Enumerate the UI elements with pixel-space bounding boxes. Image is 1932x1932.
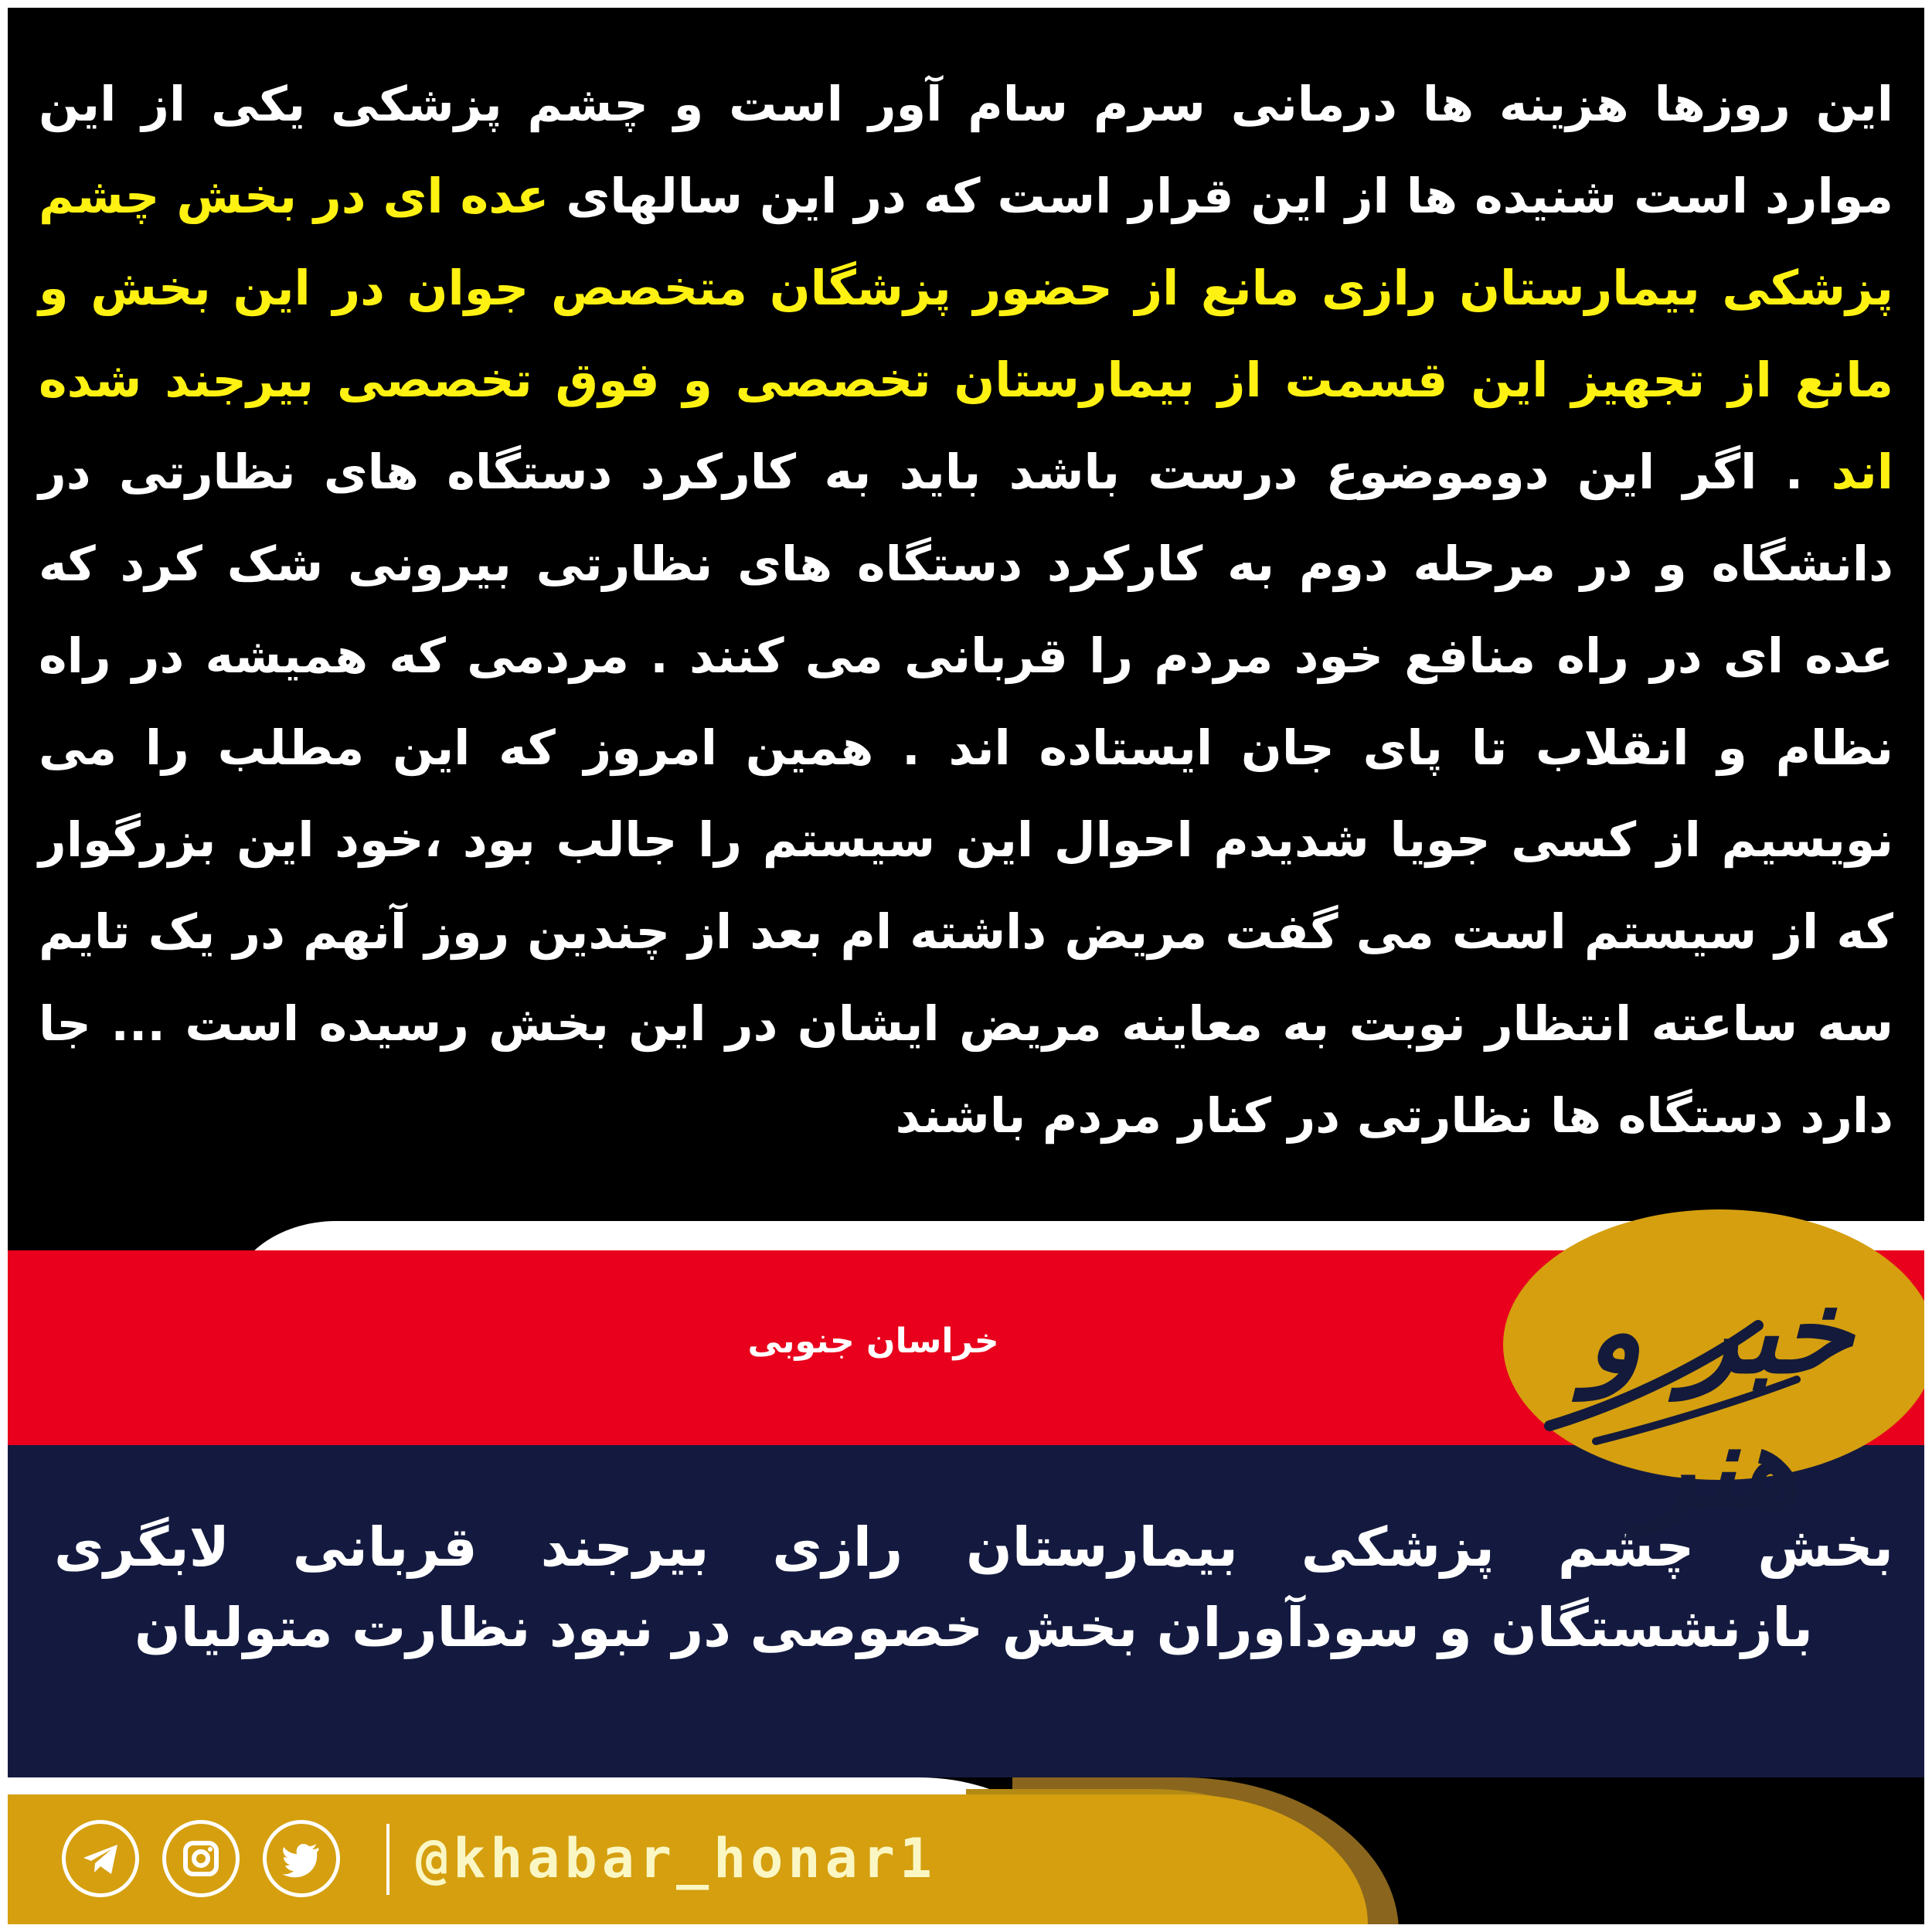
article-body xyxy=(39,58,1893,1162)
post-frame xyxy=(8,8,1924,1924)
instagram-icon[interactable] xyxy=(162,1820,240,1897)
twitter-icon[interactable] xyxy=(263,1820,340,1897)
headline: بخش چشم پزشکی بیمارستان رازی بیرجند قربانی لابگری بازنشستگان و سودآوران بخش خصوصی در نبود نظارت متولیان xyxy=(54,1515,1893,1659)
telegram-icon[interactable] xyxy=(62,1820,139,1897)
social-handle[interactable]: @khabar_honar1 xyxy=(416,1827,937,1890)
khabar-honar-logo xyxy=(1503,1209,1924,1536)
logo-text: خبر و هنر xyxy=(1586,1264,1853,1536)
article-part-1: این روزها هزینه ها درمانی سرم سام آور است و چشم پزشکی یکی از این موارد است شنیده ها از این قرار است که در این سالهای xyxy=(39,76,1893,224)
footer-divider xyxy=(386,1824,389,1895)
region-label: خراسان جنوبی xyxy=(747,1321,999,1361)
article-part-3: . اگر این دوموضوع درست باشد باید به کارکرد دستگاه های نظارتی در دانشگاه و در مرحله دوم به کارکرد دستگاه های نظارتی بیرونی شک کرد که عده ای در راه منافع خود مردم را قربانی می کنند . مردمی که همیشه در راه نظام و انقلاب تا پای جان ایستاده اند . همین امروز که این مطلب را می نویسیم از کسی جویا شدیدم احوال این سیستم را جالب بود ،خود این بزرگوار که از سیستم است می گفت مریض داشته ام بعد از چندین روز آنهم در یک تایم سه ساعته انتظار نوبت به معاینه مریض ایشان در این بخش رسیده است ... جا دارد دستگاه ها نظارتی در کنار مردم باشند xyxy=(39,444,1893,1144)
article-highlight: عده ای در بخش چشم پزشکی بیمارستان رازی مانع از حضور پزشگان متخصص جوان در این بخش و مانع از تجهیز این قسمت از بیمارستان تخصصی و فوق تخصصی بیرجند شده اند xyxy=(39,168,1893,500)
